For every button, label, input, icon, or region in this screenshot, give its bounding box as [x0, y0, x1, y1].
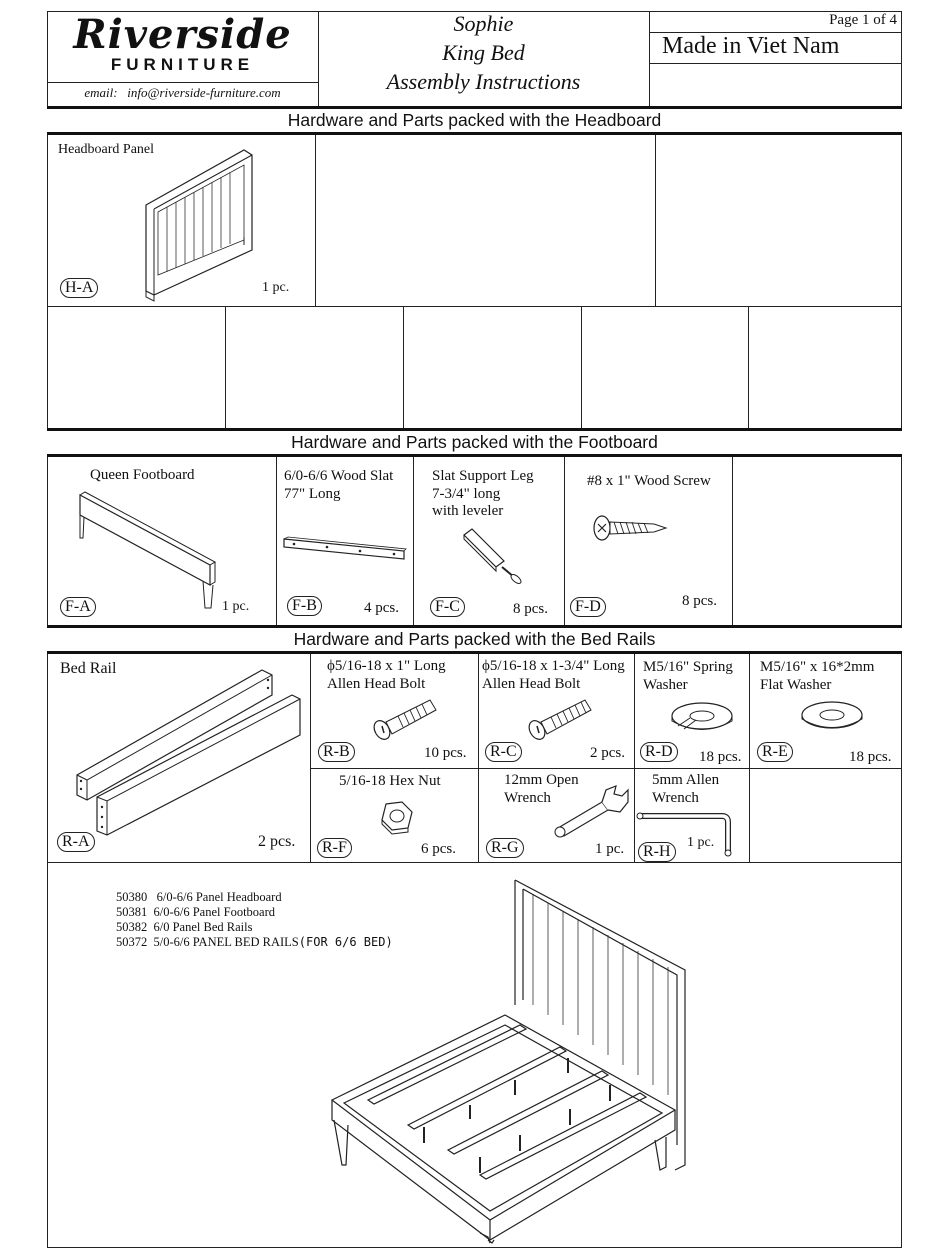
divider: [564, 457, 565, 625]
model-code: 50381: [116, 905, 148, 919]
model-desc: 5/0-6/6 PANEL BED RAILS: [153, 935, 299, 949]
part-name-fa: Queen Footboard: [90, 467, 195, 483]
brand-subtitle: FURNITURE: [110, 55, 255, 74]
made-in: Made in Viet Nam: [662, 33, 840, 59]
wood-slat-illustration: [282, 535, 407, 565]
qty-re: 18 pcs.: [849, 749, 892, 765]
tag-fa: F-A: [60, 597, 96, 617]
qty-rf: 6 pcs.: [421, 841, 456, 857]
part-name-fb-line1: 6/0-6/6 Wood Slat: [284, 468, 394, 484]
contact-email: [47, 85, 318, 101]
qty-rb: 10 pcs.: [424, 745, 467, 761]
tag-rf: R-F: [317, 838, 352, 858]
brand-name: Riverside: [73, 11, 292, 58]
tag-rc: R-C: [485, 742, 522, 762]
part-name-rd-line1: M5/16" Spring: [643, 659, 733, 675]
model-desc: 6/0 Panel Bed Rails: [153, 920, 253, 934]
model-desc: 6/0-6/6 Panel Headboard: [156, 890, 282, 904]
qty-rg: 1 pc.: [595, 841, 625, 857]
headboard-panel-illustration: [140, 145, 260, 300]
qty-fd: 8 pcs.: [682, 593, 717, 609]
part-name-rg-line1: 12mm Open: [504, 772, 579, 788]
document-title: [318, 9, 649, 96]
divider: [276, 457, 277, 625]
part-name-rc-line2: Allen Head Bolt: [482, 676, 581, 692]
tag-rg: R-G: [486, 838, 524, 858]
part-name-ra: Bed Rail: [60, 660, 117, 677]
qty-fc: 8 pcs.: [513, 601, 548, 617]
divider: [478, 654, 479, 862]
qty-fa: 1 pc.: [222, 599, 250, 614]
model-desc: 6/0-6/6 Panel Footboard: [153, 905, 276, 919]
title-doc: Assembly Instructions: [386, 69, 581, 94]
tag-rb: R-B: [318, 742, 355, 762]
tag-rh: R-H: [638, 842, 676, 862]
qty-rd: 18 pcs.: [699, 749, 742, 765]
allen-bolt-short-illustration: [372, 698, 442, 743]
flat-washer-illustration: [798, 700, 868, 736]
part-name-fc-line1: Slat Support Leg: [432, 468, 534, 484]
divider: [403, 306, 404, 428]
tag-rd: R-D: [640, 742, 678, 762]
part-name-rd-line2: Washer: [643, 677, 688, 693]
spring-washer-illustration: [668, 700, 738, 736]
tag-ra: R-A: [57, 832, 95, 852]
page-number: Page 1 of 4: [829, 12, 897, 28]
tag-fc: F-C: [430, 597, 465, 617]
divider: [655, 135, 656, 306]
qty-rh: 1 pc.: [687, 835, 715, 850]
part-name-fc-line2: 7-3/4" long: [432, 486, 501, 502]
allen-bolt-long-illustration: [527, 698, 597, 743]
qty-ra: 2 pcs.: [258, 833, 296, 850]
bed-rail-illustration: [72, 665, 307, 840]
tag-re: R-E: [757, 742, 793, 762]
section-header-rails: Hardware and Parts packed with the Bed Rails: [47, 625, 902, 654]
divider: [310, 654, 311, 862]
open-wrench-illustration: [550, 782, 635, 844]
part-name-fb-line2: 77" Long: [284, 486, 341, 502]
assembled-bed-illustration: [320, 875, 700, 1245]
part-name-re-line1: M5/16" x 16*2mm: [760, 659, 875, 675]
divider: [315, 135, 316, 306]
model-note: (FOR 6/6 BED): [298, 935, 393, 949]
model-code: 50380: [116, 890, 148, 904]
divider: [749, 654, 750, 862]
hex-nut-illustration: [378, 798, 418, 838]
part-name-re-line2: Flat Washer: [760, 677, 832, 693]
divider: [47, 82, 318, 83]
part-name-rb-line2: Allen Head Bolt: [327, 676, 426, 692]
part-name-rg-line2: Wrench: [504, 790, 551, 806]
divider: [310, 768, 902, 769]
title-product: King Bed: [442, 40, 525, 65]
tag-ha: H-A: [60, 278, 98, 298]
model-code: 50372: [116, 935, 148, 949]
section-header-footboard: Hardware and Parts packed with the Footboard: [47, 428, 902, 457]
part-name-rf: 5/16-18 Hex Nut: [339, 773, 441, 789]
footboard-illustration: [75, 490, 220, 615]
qty-fb: 4 pcs.: [364, 600, 399, 616]
qty-rc: 2 pcs.: [590, 745, 625, 761]
part-name-fd: #8 x 1" Wood Screw: [587, 473, 711, 489]
part-name-rh-line2: Wrench: [652, 790, 699, 806]
divider: [47, 306, 902, 307]
divider: [225, 306, 226, 428]
brand-logo: [47, 12, 318, 74]
divider: [47, 862, 902, 863]
divider: [732, 457, 733, 625]
divider: [748, 306, 749, 428]
email-address[interactable]: info@riverside-furniture.com: [127, 85, 281, 100]
qty-ha: 1 pc.: [262, 280, 290, 295]
model-code: 50382: [116, 920, 148, 934]
part-name-rh-line1: 5mm Allen: [652, 772, 720, 788]
wood-screw-illustration: [592, 512, 672, 546]
part-name-rc-line1: ϕ5/16-18 x 1-3/4" Long: [482, 658, 625, 674]
section-header-headboard: Hardware and Parts packed with the Headboard: [47, 106, 902, 135]
tag-fb: F-B: [287, 596, 322, 616]
divider: [649, 63, 902, 64]
email-label: email:: [84, 85, 118, 100]
divider: [413, 457, 414, 625]
divider: [581, 306, 582, 428]
title-model: Sophie: [453, 11, 514, 36]
part-name-ha: Headboard Panel: [58, 142, 155, 157]
tag-fd: F-D: [570, 597, 606, 617]
slat-support-leg-illustration: [460, 525, 530, 587]
part-name-rb-line1: ϕ5/16-18 x 1" Long: [327, 658, 446, 674]
part-name-fc-line3: with leveler: [432, 503, 504, 519]
